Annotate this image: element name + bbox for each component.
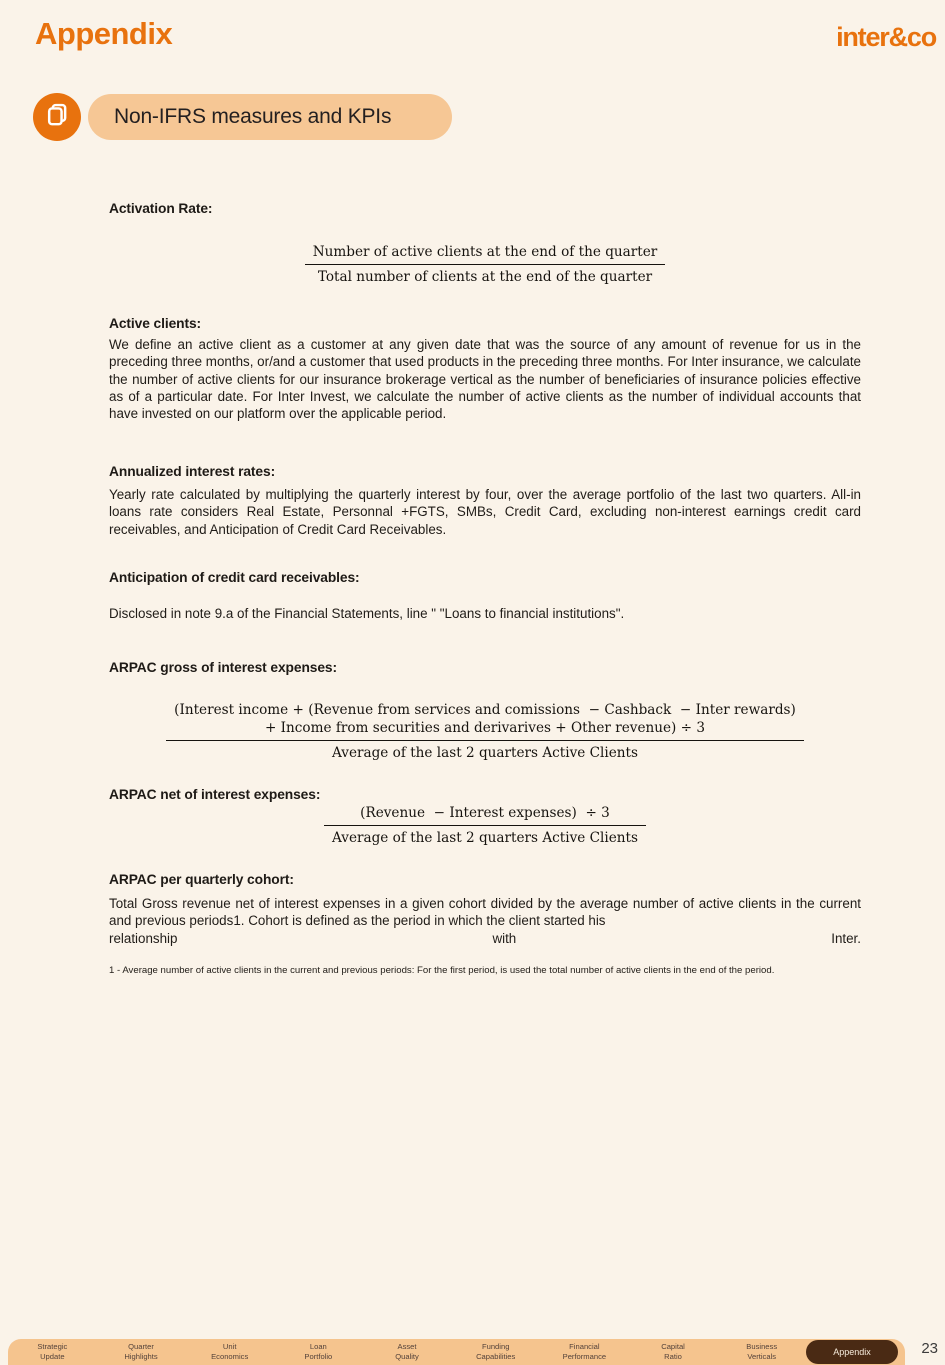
nav-item-label: Capabilities <box>476 1352 516 1361</box>
nav-item-label: Update <box>40 1352 65 1361</box>
formula-arpac-net <box>109 804 861 847</box>
nav-item-label: Funding <box>481 1342 510 1352</box>
nav-item-label: Ratio <box>664 1352 682 1361</box>
nav-item-label: Economics <box>211 1352 249 1361</box>
section-badge <box>88 94 452 140</box>
nav-item-label: Asset <box>397 1342 417 1352</box>
heading-arpac-net: ARPAC net of interest expenses: <box>109 787 321 802</box>
footnote: 1 - Average number of active clients in the current and previous periods: For the first period, is used the total number of active clients in the end of the period. <box>109 965 775 976</box>
nav-item-label: Verticals <box>747 1352 777 1361</box>
nav-item-unit-economics[interactable] <box>185 1342 274 1361</box>
formula-arpac-gross <box>109 701 861 762</box>
nav-item-label: Portfolio <box>304 1352 333 1361</box>
formula-denominator: Total number of clients at the end of the quarter <box>305 264 666 286</box>
nav-item-capital-ratio[interactable] <box>629 1342 718 1361</box>
lastline-left: relationship <box>109 930 178 946</box>
heading-arpac-gross: ARPAC gross of interest expenses: <box>109 660 337 675</box>
nav-item-financial-performance[interactable] <box>540 1342 629 1361</box>
heading-active-clients: Active clients: <box>109 316 202 331</box>
inter-co-logo: inter&co <box>836 22 936 52</box>
heading-activation-rate: Activation Rate: <box>109 201 213 216</box>
nav-item-label: Quarter <box>128 1342 154 1352</box>
formula-denominator: Average of the last 2 quarters Active Clients <box>324 825 646 847</box>
paragraph-arpac-cohort-body: Total Gross revenue net of interest expenses in a given cohort divided by the average number of active clients in the current and previous periods1. Cohort is defined as the period in which the client started his <box>109 896 861 929</box>
heading-arpac-cohort: ARPAC per quarterly cohort: <box>109 872 294 887</box>
lastline-center: with <box>492 930 517 946</box>
heading-anticipation-receivables: Anticipation of credit card receivables: <box>109 570 360 585</box>
page-number: 23 <box>921 1340 938 1357</box>
paragraph-anticipation-receivables: Disclosed in note 9.a of the Financial Statements, line " "Loans to financial institutions". <box>109 606 625 621</box>
nav-item-label: Unit <box>222 1342 237 1352</box>
section-badge-circle <box>33 93 81 141</box>
formula-numerator-line2: + Income from securities and derivarives + Other revenue) ÷ 3 <box>264 720 706 736</box>
footer-nav <box>8 1339 905 1365</box>
nav-item-label: Strategic <box>37 1342 68 1352</box>
section-badge-label: Non-IFRS measures and KPIs <box>114 105 392 128</box>
formula-numerator: Number of active clients at the end of the quarter <box>312 244 658 260</box>
nav-item-label: Performance <box>562 1352 607 1361</box>
lastline-right: Inter. <box>831 930 861 946</box>
nav-item-strategic-update[interactable] <box>8 1342 97 1361</box>
paragraph-arpac-cohort-lastline <box>109 930 861 947</box>
nav-item-label: Loan <box>309 1342 327 1352</box>
nav-item-appendix-active[interactable]: Appendix <box>806 1340 898 1364</box>
formula-activation-rate <box>109 243 861 286</box>
paragraph-active-clients: We define an active client as a customer at any given date that was the source of any amount of revenue for us in the preceding three months, or/and a customer that used products in the preceding three months. For Inter insurance, we calculate the number of active clients for our insurance brokerage vertical as the number of beneficiaries of insurance policies effective as of a particular date. For Inter Invest, we calculate the number of active clients as the number of individual accounts that have invested on our platform over the applicable period. <box>109 337 861 422</box>
paragraph-annualized-interest-rates: Yearly rate calculated by multiplying the quarterly interest by four, over the average portfolio of the last two quarters. All-in loans rate considers Real Estate, Personnal +FGTS, SMBs, Credit Card, excluding non-interest earnings credit card receivables, and Anticipation of Credit Card Receivables. <box>109 487 861 537</box>
nav-item-label: Highlights <box>124 1352 158 1361</box>
nav-item-quarter-highlights[interactable] <box>97 1342 186 1361</box>
formula-denominator: Average of the last 2 quarters Active Clients <box>166 740 804 762</box>
copy-icon <box>44 101 71 133</box>
page-title: Appendix <box>35 16 173 51</box>
nav-item-business-verticals[interactable] <box>717 1342 806 1361</box>
nav-item-label: Financial <box>569 1342 600 1352</box>
nav-item-loan-portfolio[interactable] <box>274 1342 363 1361</box>
nav-item-label: Business <box>746 1342 778 1352</box>
heading-annualized-interest-rates: Annualized interest rates: <box>109 464 276 479</box>
formula-numerator: (Revenue − Interest expenses) ÷ 3 <box>360 805 610 821</box>
formula-numerator-line1: (Interest income + (Revenue from services and comissions − Cashback − Inter rewards) <box>174 702 796 718</box>
nav-item-asset-quality[interactable] <box>363 1342 452 1361</box>
paragraph-arpac-cohort <box>109 895 861 947</box>
nav-item-funding-capabilities[interactable] <box>451 1342 540 1361</box>
nav-item-label: Quality <box>395 1352 419 1361</box>
nav-item-label: Capital <box>661 1342 685 1352</box>
